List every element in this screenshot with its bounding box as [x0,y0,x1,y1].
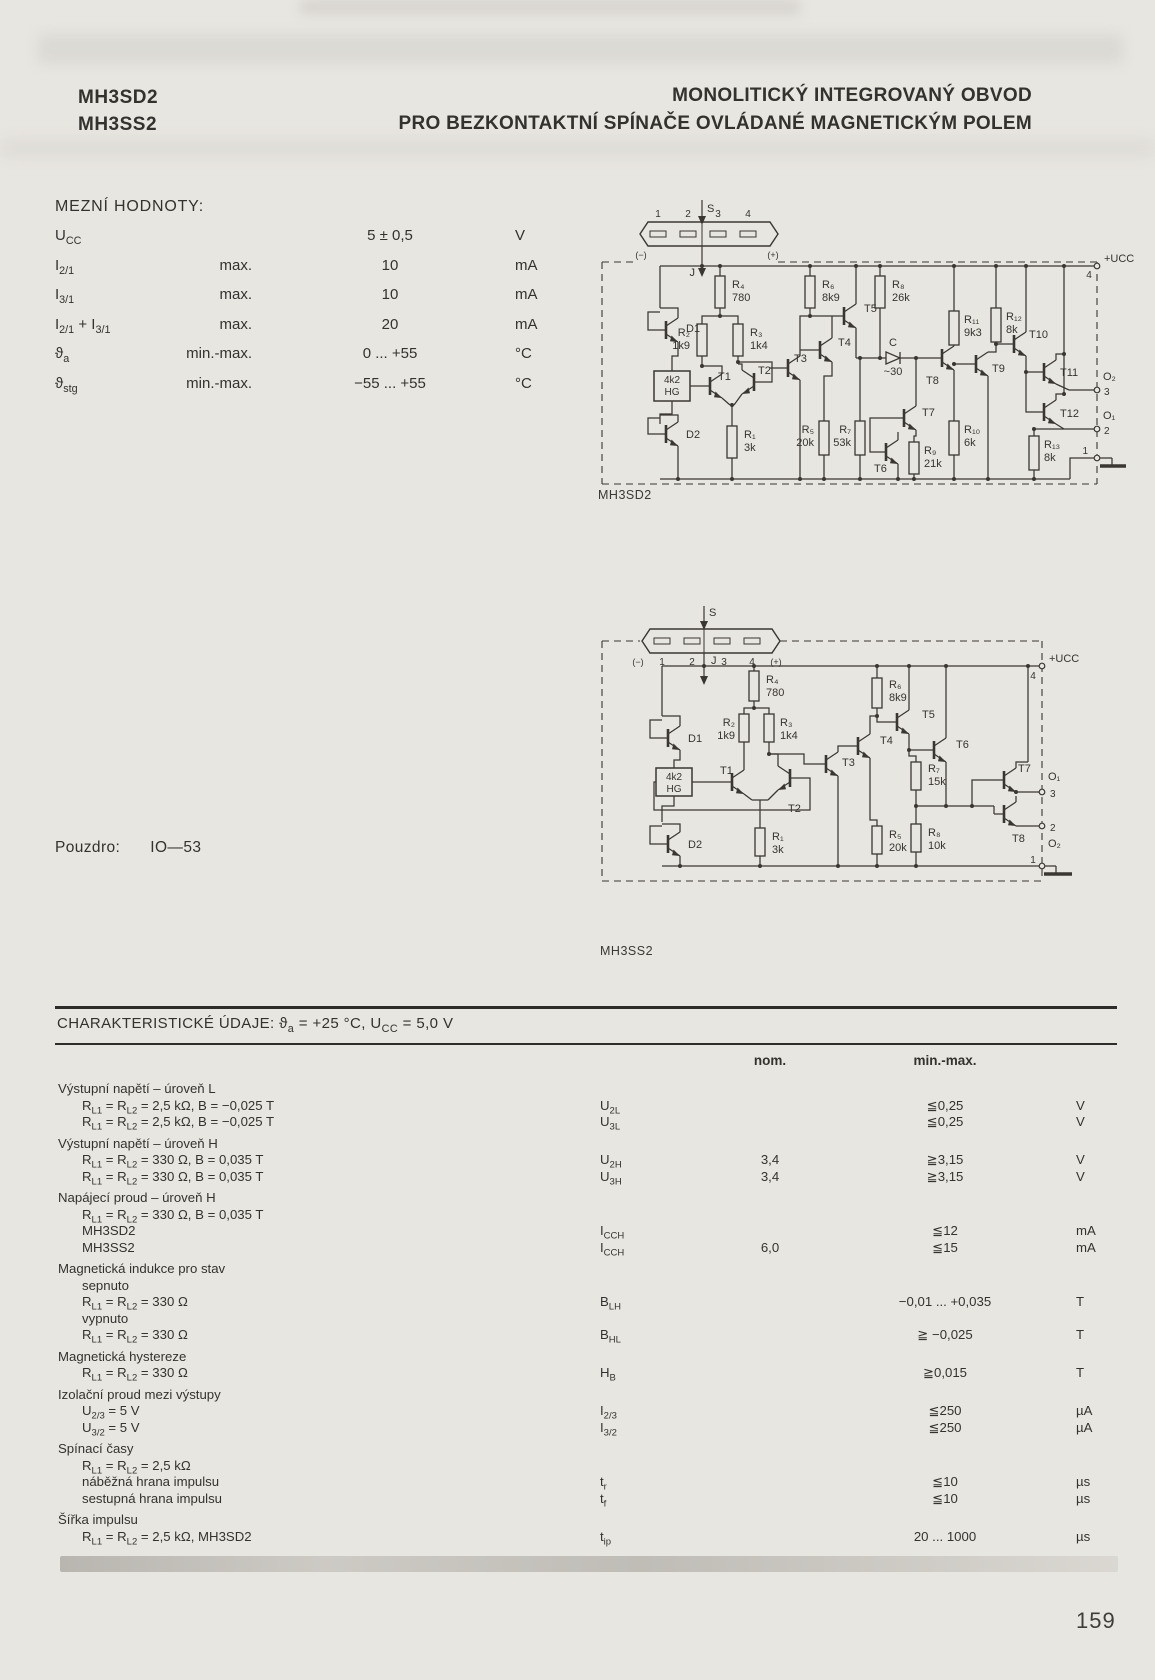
pin3-label: 3 [1104,387,1110,398]
row-condition: $R_{L1} = R_{L2} = 330$ Ω, B = 0,035 T [82,1168,264,1188]
limit-value: 10 [381,256,399,274]
group-title: Magnetická hystereze [58,1348,187,1364]
column-headers [0,1053,1155,1069]
row-symbol: $U_{3L}$ [600,1114,621,1133]
device-name-1: MH3SD2 [78,87,159,108]
table-row [0,1365,1155,1382]
t12-label: T12 [1060,408,1079,420]
r8-value: 26k [892,292,910,304]
table-row [0,1207,1155,1224]
hall-label-2: HG [664,387,680,398]
hall-label-1: 4k2 [663,375,681,386]
limit-symbol: $ϑ_a$ [55,345,70,365]
row-symbol: $t_r$ [600,1474,607,1493]
r5-value: 20k [889,842,907,854]
s-axis-label: S [707,203,715,215]
limits-row [0,316,600,346]
limit-unit: °C [515,374,532,392]
r8-value: 10k [928,840,946,852]
limit-unit: mA [515,315,538,333]
table-row [0,1169,1155,1186]
row-condition: sestupná hrana impulsu [82,1490,223,1506]
pin2-label: 2 [1104,426,1110,437]
t1-label: T1 [720,765,733,777]
row-unit: V [1076,1114,1085,1129]
row-condition: náběžná hrana impulsu [82,1474,220,1489]
r12-name: R₁₂ [1006,311,1022,323]
minus-pin-label: (−) [632,657,644,667]
limit-symbol: $ϑ_{stg}$ [55,374,78,395]
limits-table [0,227,600,404]
row-unit: µs [1076,1490,1091,1506]
row-condition: MH3SS2 [82,1239,135,1255]
r7-value: 53k [833,437,851,449]
r2-name: R₂ [677,327,690,339]
r10-name: R₁₀ [964,424,981,436]
limit-symbol: $I_{2/1}$ [55,256,75,277]
row-unit: mA [1076,1239,1096,1255]
char-table [0,1076,1155,1548]
t6-label: T6 [874,463,887,475]
table-row [0,1098,1155,1115]
row-unit: µA [1076,1419,1093,1435]
r12-value: 8k [1006,324,1018,336]
table-row [0,1240,1155,1257]
capacitor-value: ~30 [883,366,903,378]
t6-label: T6 [956,739,969,751]
row-symbol: $U_{3H}$ [600,1168,622,1188]
row-symbol: $I_{3/2}$ [600,1419,617,1439]
row-unit: T [1076,1294,1085,1309]
row-unit: T [1076,1365,1085,1380]
supply-label: +UCC [1104,253,1135,265]
r6-value: 8k9 [822,292,840,304]
t8-label: T8 [1012,833,1025,845]
package-value: IO—53 [150,839,202,856]
row-unit: µs [1076,1474,1091,1489]
table-row [0,1294,1155,1311]
group-title: Spínací časy [58,1441,134,1456]
row-minmax: ≦10 [932,1490,958,1506]
pin-number: 4 [745,209,751,220]
r5-value: 20k [796,437,814,449]
table-row [0,1278,1155,1295]
table-heading-rule [55,1043,1117,1045]
row-symbol: $t_f$ [600,1490,607,1510]
r3-value: 1k4 [780,730,798,742]
group-title: Izolační proud mezi výstupy [58,1386,221,1402]
limit-symbol: $U_{CC}$ [55,227,82,247]
r9-name: R₉ [924,445,937,457]
output-o2-label: O₂ [1103,371,1116,383]
scan-smudge [0,140,1155,156]
package-outline [642,629,780,653]
row-unit: V [1076,1097,1085,1113]
row-unit: µA [1076,1403,1093,1418]
limit-unit: V [515,227,526,244]
row-nom: 6,0 [760,1239,780,1255]
r9-value: 21k [924,458,942,470]
minus-pin-label: (−) [635,250,647,260]
hall-label-2: HG [666,784,682,795]
row-symbol: $I_{CCH}$ [600,1239,625,1259]
row-symbol: $H_B$ [600,1365,616,1384]
r1-name: R₁ [772,831,784,843]
r2-value: 1k9 [672,340,690,352]
plus-pin-label: (+) [767,250,779,260]
row-minmax: ≦0,25 [926,1097,964,1113]
row-symbol: $U_{2L}$ [600,1097,621,1117]
limit-condition: max. [219,256,252,274]
scan-smudge [300,0,800,14]
s-axis-label: S [709,607,717,619]
r1-name: R₁ [744,429,756,441]
limits-row [0,286,600,316]
limit-value: 20 [381,315,399,333]
r8-name: R₈ [892,279,905,291]
row-condition: $R_{L1} = R_{L2} = 2,5$ kΩ, B = −0,025 T [82,1097,275,1117]
limits-row [0,375,600,405]
r13-name: R₁₃ [1044,439,1061,451]
char-table-heading: CHARAKTERISTICKÉ ÚDAJE: $ϑ_a = +25$ °C, $U_{CC} = 5,0$ V [57,1015,454,1035]
r3-name: R₃ [750,327,763,339]
t5-label: T5 [864,303,877,315]
row-condition: vypnuto [82,1310,129,1326]
hall-label-1: 4k2 [665,772,683,783]
r4-name: R₄ [732,279,745,291]
page-number: 159 [1076,1608,1116,1633]
row-minmax: ≧3,15 [926,1152,964,1167]
pin-number: 2 [689,657,695,668]
r4-name: R₄ [766,674,779,686]
row-minmax: ≦15 [932,1239,958,1255]
output-o2-label: O₂ [1048,838,1061,850]
row-minmax: −0,01 ... +0,035 [898,1294,992,1309]
supply-label: +UCC [1049,653,1080,665]
row-symbol: $I_{2/3}$ [600,1403,617,1422]
group-title: Magnetická indukce pro stav [58,1261,226,1276]
table-row [0,1529,1155,1546]
r3-value: 1k4 [750,340,768,352]
row-condition: $R_{L1} = R_{L2} = 330$ Ω, B = 0,035 T [82,1206,264,1226]
r8-name: R₈ [928,827,941,839]
row-nom: 3,4 [760,1152,780,1167]
d1-label: D1 [686,323,701,335]
limits-row [0,345,600,375]
row-condition: $R_{L1} = R_{L2} = 330$ Ω [82,1365,188,1384]
r5-name: R₅ [889,829,902,841]
limits-row [0,227,600,257]
row-symbol: $I_{CCH}$ [600,1223,625,1242]
row-minmax: ≦250 [928,1419,962,1435]
t3-label: T3 [794,353,807,365]
pin2-label: 2 [1050,823,1056,834]
table-row [0,1152,1155,1169]
table-row [0,1311,1155,1328]
r4-value: 780 [766,687,785,699]
device-names [78,84,158,138]
output-o1-label: O₁ [1048,771,1061,783]
row-condition: $R_{L1} = R_{L2} = 2,5$ kΩ [82,1457,191,1477]
r2-value: 1k9 [717,730,735,742]
pin4-label: 4 [1030,671,1036,682]
pin3-label: 3 [1050,789,1056,800]
col-header-minmax: min.-max. [913,1053,977,1068]
row-minmax: ≧3,15 [926,1168,964,1184]
pin-number: 3 [721,657,727,668]
group-title: Napájecí proud – úroveň H [58,1190,216,1205]
col-header-nom: nom. [753,1053,787,1068]
limit-condition: min.-max. [186,374,252,392]
scan-footer-band [60,1556,1118,1572]
pin1-label: 1 [1030,855,1036,866]
row-minmax: ≦0,25 [926,1114,964,1129]
row-minmax: ≧ −0,025 [917,1327,973,1342]
package-note [55,839,201,857]
row-condition: $R_{L1} = R_{L2} = 330$ Ω, B = 0,035 T [82,1152,264,1171]
pin4-label: 4 [1086,270,1092,281]
t8-label: T8 [926,375,939,387]
r7-name: R₇ [839,424,851,436]
group-title: Výstupní napětí – úroveň H [58,1135,218,1151]
r11-name: R₁₁ [964,314,980,326]
diode-symbol [886,352,900,364]
row-unit: V [1076,1152,1085,1167]
r1-value: 3k [744,442,756,454]
table-top-rule [55,1006,1117,1009]
t3-label: T3 [842,757,855,769]
limit-symbol: $I_{3/1}$ [55,286,75,306]
r4-value: 780 [732,292,751,304]
pin1-label: 1 [1082,446,1088,457]
r5-name: R₅ [801,424,814,436]
pin-number: 1 [659,657,665,668]
row-condition: $U_{2/3} = 5$ V [82,1403,140,1422]
table-row [0,1458,1155,1475]
limits-heading: MEZNÍ HODNOTY: [55,198,204,215]
row-symbol: $t_{ip}$ [600,1528,612,1548]
r11-value: 9k3 [964,327,982,339]
r7-name: R₇ [928,763,940,775]
r2-name: R₂ [722,717,735,729]
row-condition: MH3SD2 [82,1223,136,1238]
d2-label: D2 [688,839,703,851]
row-unit: µs [1076,1528,1091,1544]
row-nom: 3,4 [760,1168,780,1184]
fig2-caption: MH3SS2 [600,944,654,958]
t5-label: T5 [922,709,935,721]
title-line-2: PRO BEZKONTAKTNÍ SPÍNAČE OVLÁDANÉ MAGNETICKÝM POLEM [398,113,1032,134]
transistors [658,710,1016,856]
limit-condition: min.-max. [186,345,252,362]
t9-label: T9 [992,363,1005,375]
row-minmax: ≧0,015 [922,1365,968,1380]
t11-label: T11 [1060,367,1079,379]
row-unit: mA [1076,1223,1096,1238]
t7-label: T7 [1018,763,1031,775]
scan-smudge [38,34,1123,64]
limit-unit: °C [515,345,532,362]
table-row [0,1223,1155,1240]
table-row [0,1403,1155,1420]
limit-condition: max. [219,286,252,303]
row-unit: V [1076,1168,1085,1184]
row-condition: $U_{3/2} = 5$ V [82,1419,140,1439]
row-unit: T [1076,1327,1085,1342]
table-row [0,1114,1155,1131]
group-title: Šířka impulsu [58,1512,138,1527]
title-line-1: MONOLITICKÝ INTEGROVANÝ OBVOD [672,85,1032,106]
limits-row [0,257,600,287]
t1-label: T1 [718,371,731,383]
table-row [0,1474,1155,1491]
plus-pin-label: (+) [770,657,782,667]
r1-value: 3k [772,844,784,856]
t4-label: T4 [880,735,893,747]
limit-value: 10 [381,286,399,303]
r10-value: 6k [964,437,976,449]
limit-unit: mA [515,286,538,303]
row-condition: $R_{L1} = R_{L2} = 2,5$ kΩ, MH3SD2 [82,1528,252,1548]
device-name-2: MH3SS2 [78,114,158,135]
package-outline [640,222,778,246]
capacitor-label: C [889,337,897,349]
limit-condition: max. [219,315,252,333]
r3-name: R₃ [780,717,793,729]
limit-unit: mA [515,256,538,274]
row-condition: $R_{L1} = R_{L2} = 330$ Ω [82,1294,188,1313]
table-row [0,1420,1155,1437]
package-label: Pouzdro: [55,839,121,856]
d1-label: D1 [688,733,703,745]
row-condition: $R_{L1} = R_{L2} = 330$ Ω [82,1327,188,1346]
r6-name: R₆ [889,679,902,691]
t4-label: T4 [838,337,851,349]
row-minmax: ≦10 [932,1474,958,1489]
j-axis-label: J [689,267,695,279]
r13-value: 8k [1044,452,1056,464]
row-symbol: $B_{LH}$ [600,1294,621,1313]
row-minmax: ≦12 [932,1223,958,1238]
row-condition: sepnuto [82,1277,129,1293]
output-o1-label: O₁ [1103,410,1116,422]
limit-symbol: $I_{2/1} + I_{3/1}$ [55,315,111,336]
j-axis-label: J [711,655,717,667]
r7-value: 15k [928,776,946,788]
t10-label: T10 [1029,329,1048,341]
t2-label: T2 [788,803,801,815]
row-symbol: $U_{2H}$ [600,1152,622,1171]
limit-value: 5 ± 0,5 [367,227,413,244]
limit-value: 0 ... +55 [362,345,418,362]
page-title [320,82,1032,138]
fig1-caption: MH3SD2 [598,488,652,502]
row-minmax: 20 ... 1000 [913,1528,977,1544]
mh3ss2-schematic [592,566,1142,891]
group-title: Výstupní napětí – úroveň L [58,1081,216,1096]
pin-number: 1 [655,209,661,220]
d2-label: D2 [686,429,701,441]
t2-label: T2 [758,365,771,377]
r6-value: 8k9 [889,692,907,704]
pin-number: 4 [749,657,755,668]
row-minmax: ≦250 [928,1403,962,1418]
pin-number: 2 [685,209,691,220]
table-row [0,1491,1155,1508]
t7-label: T7 [922,407,935,419]
r6-name: R₆ [822,279,835,291]
mh3sd2-schematic [592,196,1142,496]
limit-value: −55 ... +55 [354,374,426,392]
wires [650,666,1056,874]
pin-number: 3 [715,209,721,220]
table-row [0,1327,1155,1344]
row-symbol: $B_{HL}$ [600,1327,621,1346]
row-condition: $R_{L1} = R_{L2} = 2,5$ kΩ, B = −0,025 T [82,1114,275,1133]
